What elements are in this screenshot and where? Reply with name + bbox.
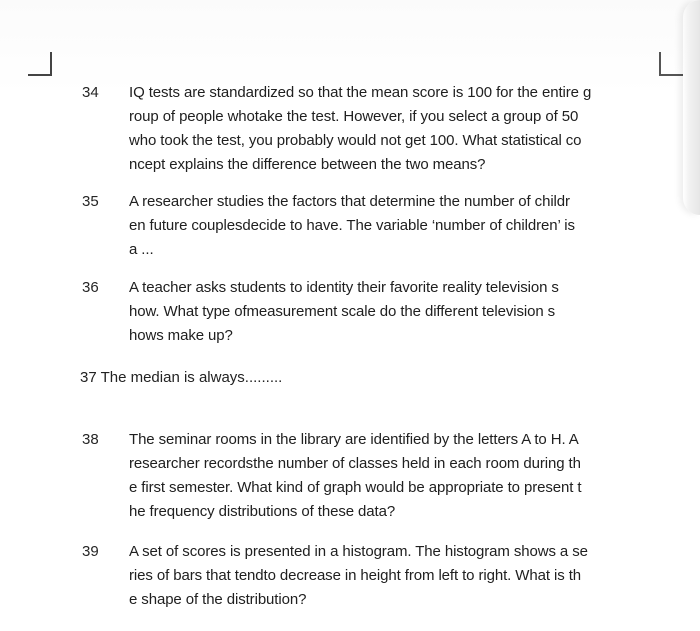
question-number: 34	[82, 84, 99, 101]
question-line: A teacher asks students to identity their favorite reality television s	[129, 279, 559, 296]
question-line: IQ tests are standardized so that the mean score is 100 for the entire g	[129, 84, 592, 101]
question-number: 38	[82, 431, 99, 448]
question-line: The seminar rooms in the library are identified by the letters A to H. A	[129, 431, 579, 448]
question-line: he frequency distributions of these data?	[129, 503, 396, 520]
question-37: 37 The median is always.........	[80, 369, 283, 386]
question-line: researcher recordsthe number of classes held in each room during th	[129, 455, 581, 472]
question-line: ries of bars that tendto decrease in height from left to right. What is th	[129, 567, 581, 584]
question-line: hows make up?	[129, 327, 233, 344]
question-text	[129, 190, 639, 262]
question-line: a ...	[129, 241, 154, 258]
question-line: A set of scores is presented in a histogram. The histogram shows a se	[129, 543, 588, 560]
question-line: A researcher studies the factors that determine the number of childr	[129, 193, 570, 210]
top-right-crop-mark	[659, 52, 683, 76]
question-line: ncept explains the difference between the two means?	[129, 156, 486, 173]
question-text	[129, 81, 639, 177]
question-line: e shape of the distribution?	[129, 591, 307, 608]
top-left-crop-mark	[28, 52, 52, 76]
question-line: roup of people whotake the test. However, if you select a group of 50	[129, 108, 579, 125]
question-line: en future couplesdecide to have. The variable ‘number of children’ is	[129, 217, 575, 234]
question-line: who took the test, you probably would not get 100. What statistical co	[129, 132, 582, 149]
question-number: 39	[82, 543, 99, 560]
question-text	[129, 276, 639, 348]
question-line: e first semester. What kind of graph would be appropriate to present t	[129, 479, 582, 496]
question-number: 36	[82, 279, 99, 296]
question-text	[129, 540, 639, 612]
question-text	[129, 428, 639, 524]
question-number: 35	[82, 193, 99, 210]
page-edge-scrollbar[interactable]	[683, 0, 700, 215]
question-line: how. What type ofmeasurement scale do the different television s	[129, 303, 556, 320]
